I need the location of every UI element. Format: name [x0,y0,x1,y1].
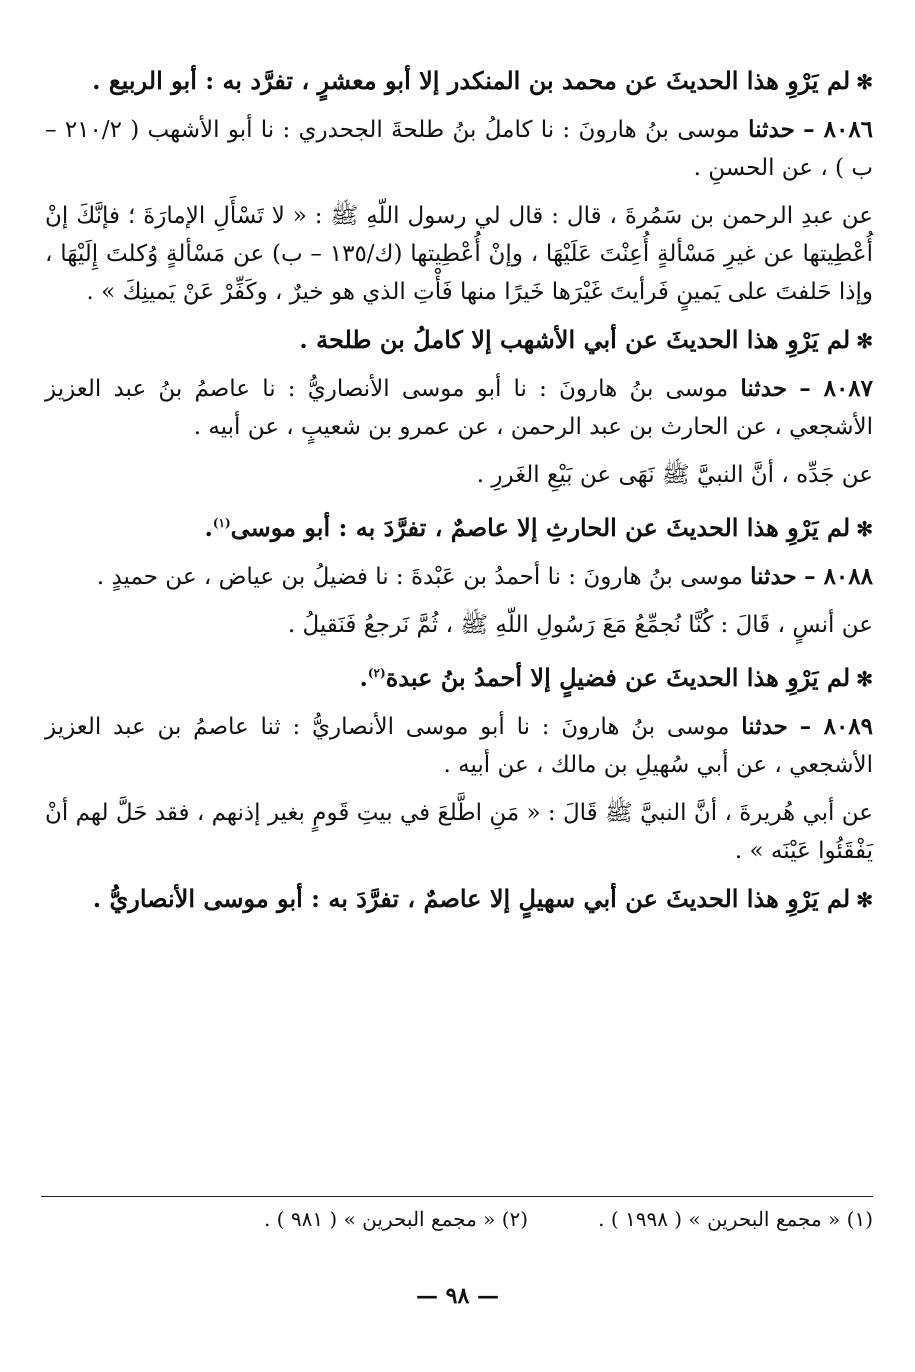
hadith-lead: حدثنا [750,563,797,590]
note-end: . [204,513,213,542]
narration-note [45,62,873,101]
star-icon: ✻ [856,667,873,691]
star-icon: ✻ [856,888,873,912]
hadith-number: ٨٠٨٩ – [799,713,874,740]
footnote-divider [41,1196,873,1197]
isnad-text: موسى بنُ هارونَ : نا أبو موسى الأنصاريُّ : نا عاصمُ بنُ عبد العزيز الأشجعي ، عن الحارث بن عبد الرحمن ، عن عمرو بن شعيبٍ ، عن أبيه . [45,376,873,440]
note-text: لم يَرْوِ هذا الحديثَ عن أبي الأشهب إلا كاملُ بن طلحة . [299,325,851,354]
hadith-8088 [45,558,873,596]
note-text: لم يَرْوِ هذا الحديثَ عن محمد بن المنكدر إلا أبو معشرٍ ، تفرَّد به : أبو الربيع . [92,66,851,95]
footnote-ref: (٢) [367,666,386,680]
narration-note [45,321,873,360]
footnotes [45,1207,873,1231]
hadith-8087 [45,370,873,446]
star-icon: ✻ [856,70,873,94]
hadith-8086 [45,111,873,187]
note-text: لم يَرْوِ هذا الحديثَ عن فضيلٍ إلا أحمدُ بنُ عبدة [385,663,851,692]
hadith-number: ٨٠٨٧ – [799,375,874,402]
hadith-lead: حدثنا [741,713,788,740]
hadith-lead: حدثنا [740,375,788,402]
note-text: لم يَرْوِ هذا الحديثَ عن أبي سهيلٍ إلا عاصمٌ ، تفرَّدَ به : أبو موسى الأنصاريُّ . [92,884,851,913]
narration-note [45,880,873,919]
isnad-text: موسى بنُ هارونَ : نا كاملُ بنُ طلحةَ الجحدري : نا أبو الأشهب ( ٢١٠/٢ – ب ) ، عن الحسنِ . [45,117,873,181]
note-text: لم يَرْوِ هذا الحديثَ عن الحارثِ إلا عاصمٌ ، تفرَّدَ به : أبو موسى [230,513,851,542]
hadith-8089 [45,708,873,784]
matn-8087: عن جَدِّه ، أنَّ النبيَّ ﷺ نَهَى عن بَيْعِ الغَررِ . [476,462,873,488]
isnad-text: موسى بنُ هارونَ : نا أحمدُ بن عَبْدةَ : نا فضيلُ بن عياض ، عن حميدٍ . [96,564,743,590]
hadith-number: ٨٠٨٨ – [804,563,873,590]
star-icon: ✻ [856,517,873,541]
hadith-number: ٨٠٨٦ – [803,116,874,143]
narration-note [45,654,873,698]
note-end: . [359,663,368,692]
footnote-1: (١) « مجمع البحرين » ( ١٩٩٨ ) . [598,1207,873,1231]
matn-8086: عن عبدِ الرحمن بن سَمُرةَ ، قال : قال لي رسول اللّهِ ﷺ : « لا تَسْأَلِ الإمارَةَ ؛ فإنَّكَ إنْ أُعْطِيتها عن غيرِ مَسْألةٍ أُعِنْتَ عَلَيْهَا ، وإنْ أُعْطِيتها (ك/١٣٥ – ب) عن مَسْألةٍ وُكلتَ إِلَيْهَا ، وإذا حَلفتَ على يَمينٍ فَرأيتَ غَيْرَها خَيرًا منها فَأْتِ الذي هو خيرٌ ، وكَفِّرْ عَنْ يَمينِكَ » . [45,203,873,305]
page-number: — ٩٨ — [416,1283,499,1309]
footnote-2: (٢) « مجمع البحرين » ( ٩٨١ ) . [263,1207,529,1231]
footnote-ref: (١) [212,516,231,530]
narration-note [45,504,873,548]
hadith-lead: حدثنا [748,116,795,143]
page-body [45,62,873,919]
matn-8089: عن أبي هُريرةَ ، أنَّ النبيَّ ﷺ قَالَ : « مَنِ اطَّلعَ في بيتِ قَومٍ بغير إذنهم ، فقد حَلَّ لهم أنْ يَفْقَئُوا عَيْنَه » . [45,800,873,864]
matn-8088: عن أنسٍ ، قَالَ : كُنَّا نُجمِّعُ مَعَ رَسُولِ اللّهِ ﷺ ، ثُمَّ نَرجعُ فَنَقيلُ . [287,612,873,638]
star-icon: ✻ [856,329,873,353]
isnad-text: موسى بنُ هارونَ : نا أبو موسى الأنصاريُّ : ثنا عاصمُ بن عبد العزيز الأشجعي ، عن أبي سُهيلِ بن مالك ، عن أبيه . [45,714,873,778]
